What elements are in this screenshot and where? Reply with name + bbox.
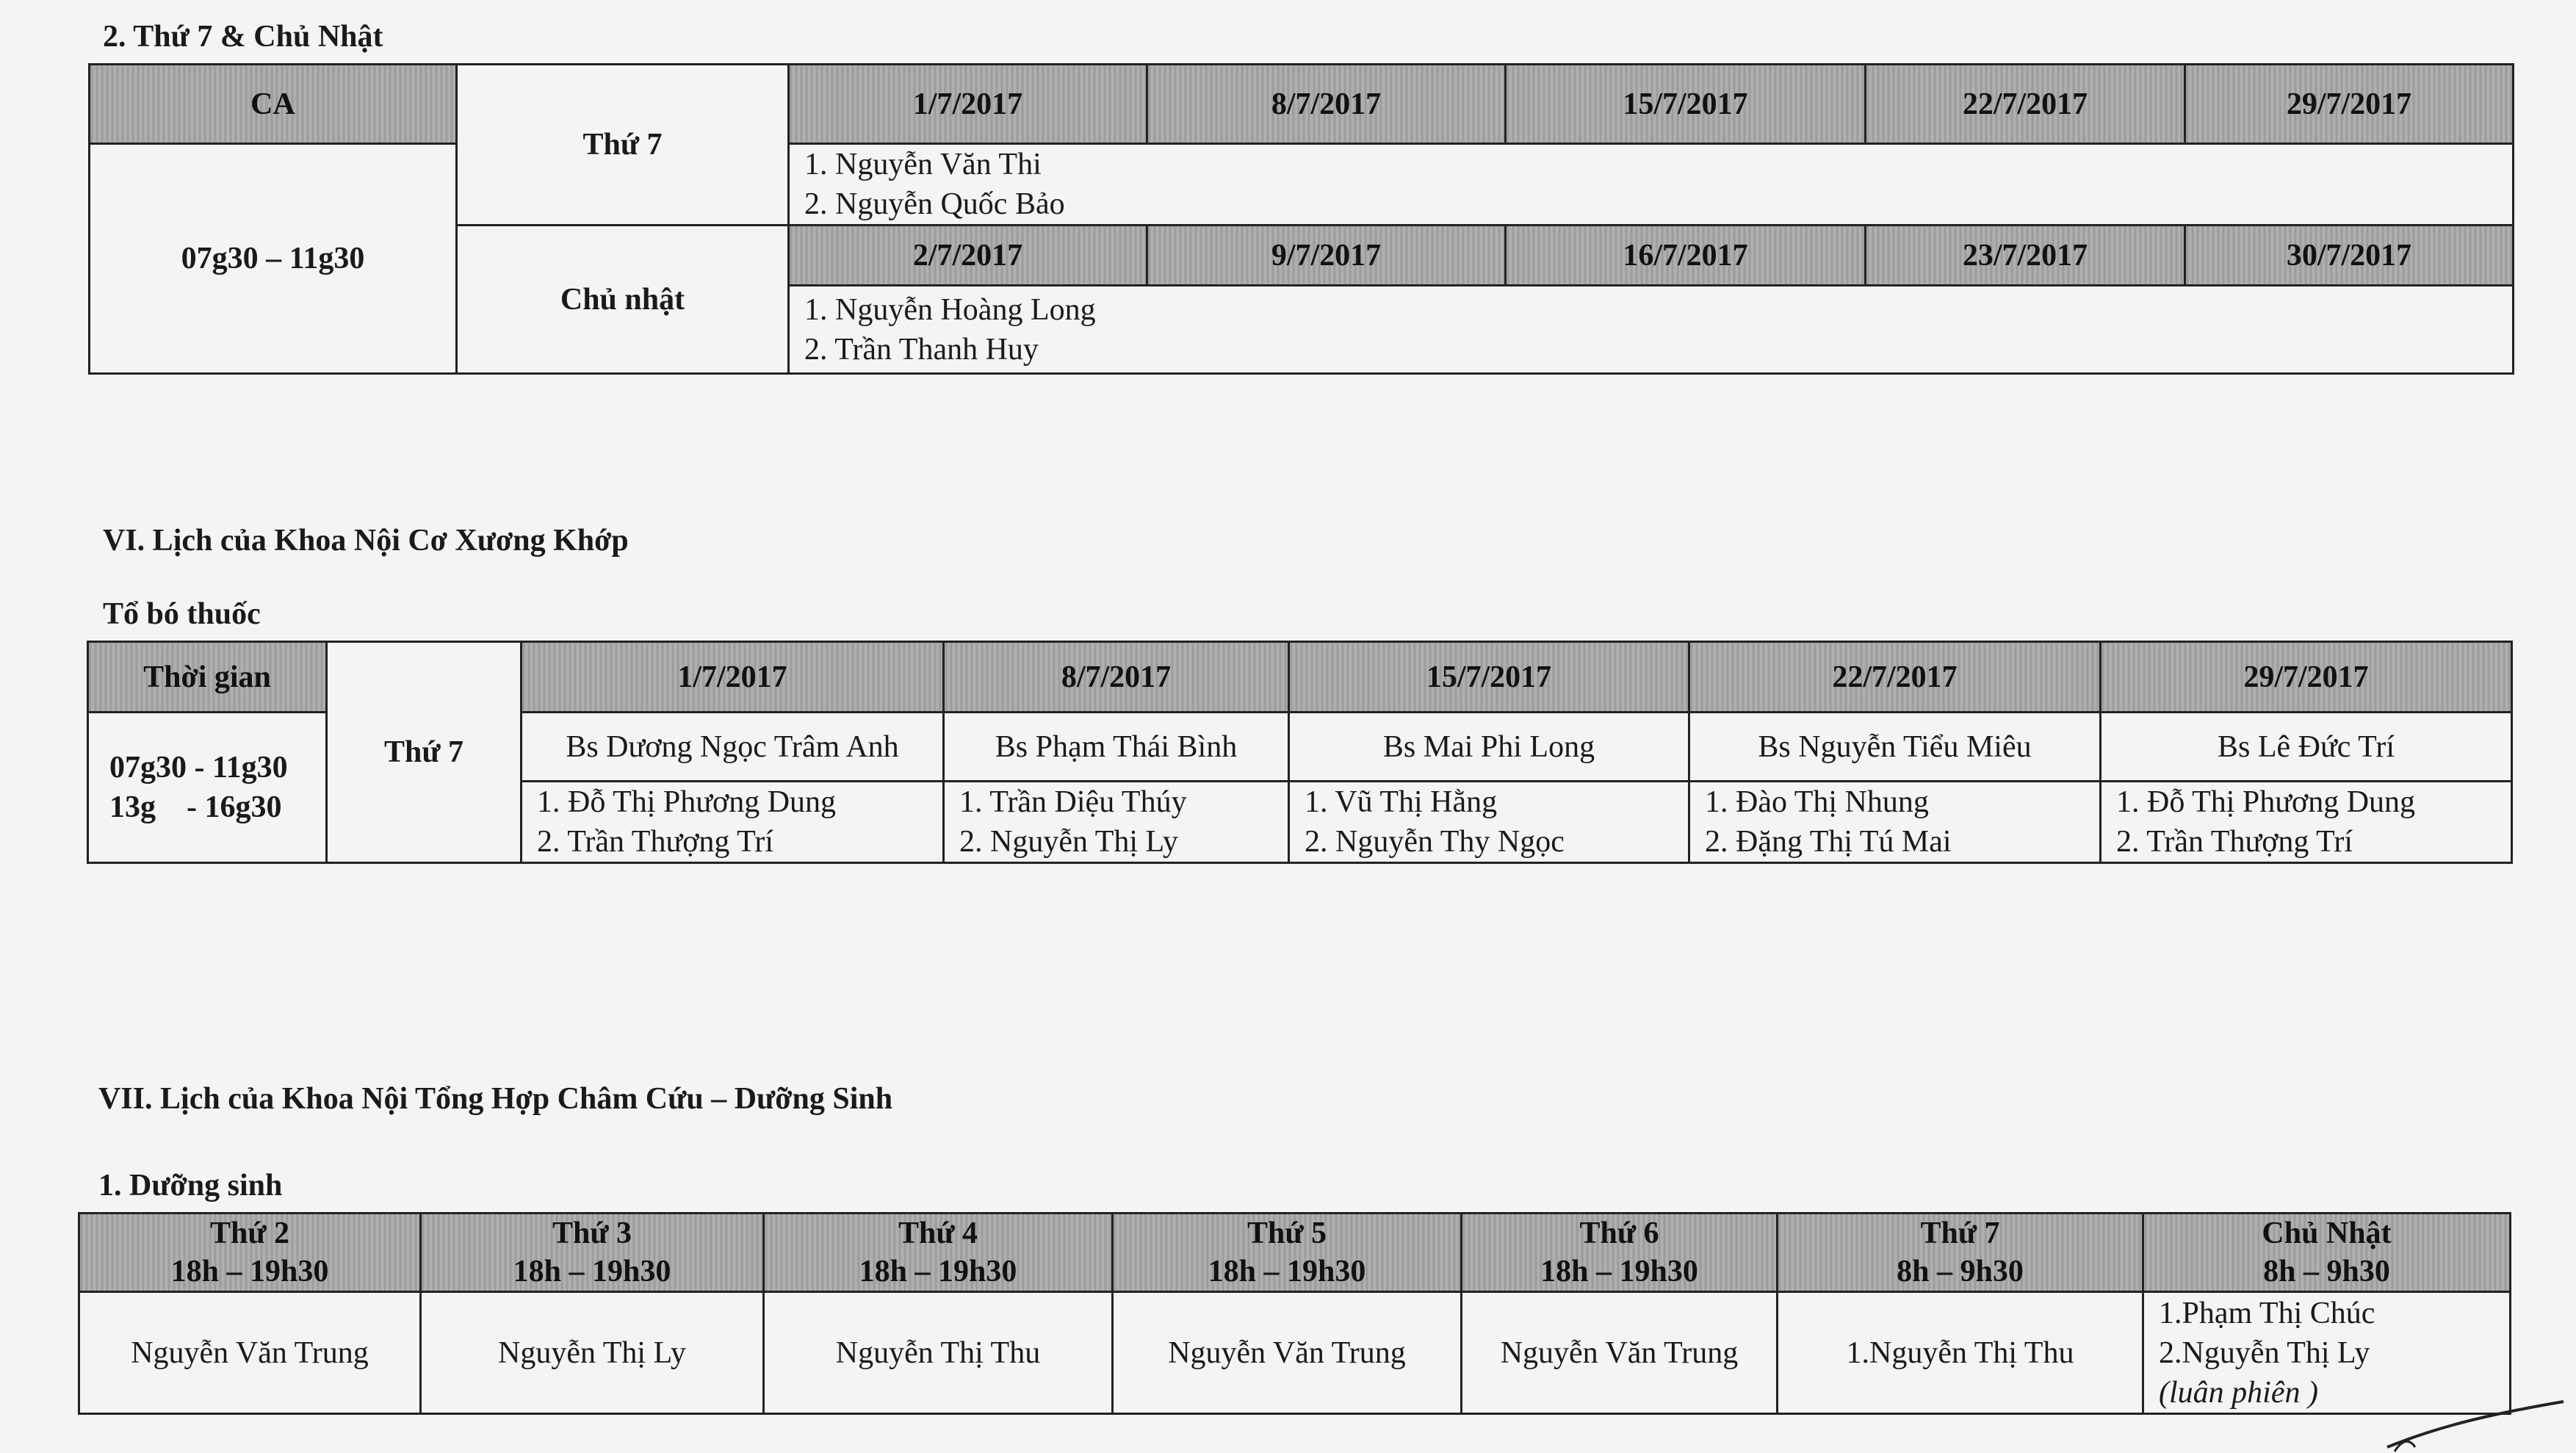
staff-cell (1689, 782, 2101, 863)
day-time: 18h – 19h30 (513, 1255, 671, 1288)
staff-cell: Nguyễn Văn Trung (79, 1292, 421, 1414)
section7-heading: VII. Lịch của Khoa Nội Tổng Hợp Châm Cứu – Dưỡng Sinh (98, 1082, 893, 1116)
doctor-cell: Bs Mai Phi Long (1289, 713, 1689, 782)
signature-mark (2380, 1396, 2571, 1453)
staff-cell: Nguyễn Thị Ly (421, 1292, 764, 1414)
staff-name: 2. Trần Thượng Trí (537, 825, 773, 859)
date-cell: 22/7/2017 (1866, 65, 2185, 144)
day-time: 18h – 19h30 (1208, 1255, 1366, 1288)
day-header (421, 1214, 764, 1292)
weekend-schedule-table (88, 63, 2514, 375)
date-cell: 8/7/2017 (1147, 65, 1506, 144)
day-time: 18h – 19h30 (859, 1255, 1017, 1288)
date-cell: 1/7/2017 (789, 65, 1147, 144)
day-header (2143, 1214, 2511, 1292)
date-cell: 29/7/2017 (2101, 642, 2512, 713)
day-name: Thứ 7 (1920, 1216, 2000, 1250)
bone-joint-schedule-table (87, 641, 2513, 864)
staff-name: 1. Trần Diệu Thúy (959, 785, 1187, 819)
day-time: 8h – 9h30 (1897, 1255, 2024, 1288)
section7-subheading: 1. Dưỡng sinh (98, 1169, 283, 1203)
day-label: Thứ 7 (327, 642, 522, 863)
saturday-label: Thứ 7 (457, 65, 789, 226)
staff-name: 1.Phạm Thị Chúc (2159, 1296, 2375, 1330)
staff-cell: Nguyễn Văn Trung (1113, 1292, 1462, 1414)
staff-name: 2. Nguyễn Quốc Bảo (804, 187, 1065, 221)
day-name: Thứ 5 (1246, 1216, 1327, 1250)
staff-cell: Nguyễn Thị Thu (764, 1292, 1113, 1414)
date-cell: 16/7/2017 (1506, 226, 1866, 286)
staff-name: 1. Đào Thị Nhung (1705, 785, 1929, 819)
day-header (79, 1214, 421, 1292)
saturday-staff (789, 144, 2514, 226)
day-time: 18h – 19h30 (1540, 1255, 1698, 1288)
day-header (1462, 1214, 1778, 1292)
staff-name: 1. Nguyễn Hoàng Long (804, 292, 1096, 327)
date-cell: 9/7/2017 (1147, 226, 1506, 286)
day-name: Thứ 3 (552, 1216, 632, 1250)
date-cell: 15/7/2017 (1289, 642, 1689, 713)
staff-name: 2. Đặng Thị Tú Mai (1705, 825, 1952, 859)
sunday-staff (789, 286, 2514, 374)
ca-header: CA (90, 65, 457, 144)
rotation-note: (luân phiên ) (2159, 1375, 2318, 1410)
shift-time: 07g30 – 11g30 (90, 144, 457, 374)
doctor-cell: Bs Nguyễn Tiểu Miêu (1689, 713, 2101, 782)
staff-cell (944, 782, 1289, 863)
staff-name: 1. Đỗ Thị Phương Dung (537, 785, 837, 819)
time-header: Thời gian (88, 642, 327, 713)
health-exercise-schedule-table (78, 1212, 2511, 1415)
doctor-cell: Bs Lê Đức Trí (2101, 713, 2512, 782)
staff-name: 2.Nguyễn Thị Ly (2159, 1335, 2370, 1370)
day-name: Chủ Nhật (2262, 1216, 2392, 1250)
staff-cell (522, 782, 944, 863)
day-header (764, 1214, 1113, 1292)
day-name: Thứ 2 (209, 1216, 290, 1250)
doctor-cell: Bs Dương Ngọc Trâm Anh (522, 713, 944, 782)
doctor-cell: Bs Phạm Thái Bình (944, 713, 1289, 782)
time-range (88, 713, 327, 863)
date-cell: 22/7/2017 (1689, 642, 2101, 713)
date-cell: 23/7/2017 (1866, 226, 2185, 286)
staff-name: 2. Trần Thanh Huy (804, 332, 1039, 367)
date-cell: 30/7/2017 (2185, 226, 2514, 286)
staff-name: 1. Nguyễn Văn Thi (804, 148, 1042, 181)
staff-cell (2101, 782, 2512, 863)
section6-subheading: Tổ bó thuốc (103, 597, 261, 631)
day-time: 8h – 9h30 (2263, 1255, 2390, 1288)
sunday-label: Chủ nhật (457, 226, 789, 374)
staff-name: 2. Trần Thượng Trí (2116, 825, 2353, 859)
date-cell: 15/7/2017 (1506, 65, 1866, 144)
staff-cell (1289, 782, 1689, 863)
staff-cell: 1.Nguyễn Thị Thu (1778, 1292, 2143, 1414)
date-cell: 1/7/2017 (522, 642, 944, 713)
staff-name: 2. Nguyễn Thị Ly (959, 825, 1178, 859)
day-header (1113, 1214, 1462, 1292)
staff-cell: Nguyễn Văn Trung (1462, 1292, 1778, 1414)
staff-name: 2. Nguyễn Thy Ngọc (1305, 825, 1565, 859)
time-range-morning: 07g30 - 11g30 (109, 751, 288, 785)
date-cell: 8/7/2017 (944, 642, 1289, 713)
section6-heading: VI. Lịch của Khoa Nội Cơ Xương Khớp (103, 524, 629, 558)
day-time: 18h – 19h30 (170, 1255, 329, 1288)
time-range-afternoon: 13g - 16g30 (109, 790, 282, 824)
section2-heading: 2. Thứ 7 & Chủ Nhật (103, 20, 383, 54)
staff-name: 1. Vũ Thị Hằng (1305, 785, 1498, 819)
staff-name: 1. Đỗ Thị Phương Dung (2116, 785, 2416, 819)
day-header (1778, 1214, 2143, 1292)
day-name: Thứ 6 (1579, 1216, 1659, 1250)
date-cell: 29/7/2017 (2185, 65, 2514, 144)
day-name: Thứ 4 (898, 1216, 978, 1250)
date-cell: 2/7/2017 (789, 226, 1147, 286)
